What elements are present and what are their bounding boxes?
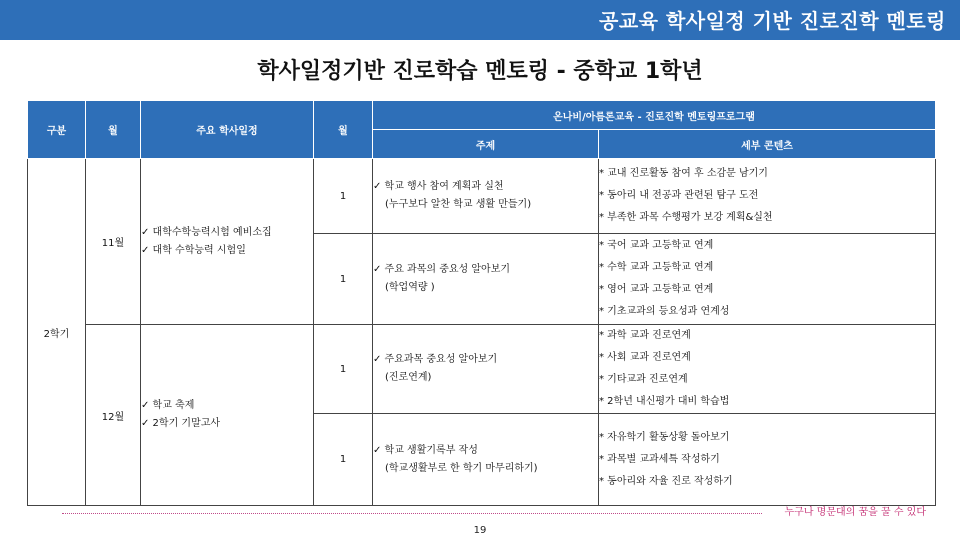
event-item: ✓ 대학 수학능력 시험일 <box>141 244 246 256</box>
event-item: ✓ 2학기 기말고사 <box>141 418 221 429</box>
header-week: 월 <box>314 101 373 159</box>
detail-item: * 기초교과의 등요성과 연계성 <box>599 306 730 317</box>
detail-item: * 수학 교과 고등학교 연계 <box>599 262 714 273</box>
topic-cell <box>373 159 599 234</box>
detail-item: * 교내 진로활동 참여 후 소감문 남기기 <box>599 168 768 179</box>
month-cell: 12월 <box>86 325 141 506</box>
week-cell: 1 <box>314 159 373 234</box>
page-title: 학사일정기반 진로학습 멘토링 - 중학교 1학년 <box>257 59 703 84</box>
detail-item: * 영어 교과 고등학교 연계 <box>599 284 714 295</box>
topic-main: ✓ 학교 행사 참여 계획과 실천 <box>373 181 504 192</box>
details-cell <box>599 234 936 325</box>
detail-item: * 2학년 내신평가 대비 학습법 <box>599 396 730 407</box>
event-item: ✓ 대학수학능력시험 예비소집 <box>141 226 272 238</box>
table-row <box>28 159 936 234</box>
detail-item: * 과목별 교과세특 작성하기 <box>599 453 720 465</box>
detail-item: * 기타교과 진로연계 <box>599 374 688 385</box>
week-cell: 1 <box>314 234 373 325</box>
topic-sub: (학교생활부로 한 학기 마무리하기) <box>385 462 538 474</box>
topic-main: ✓ 주요 과목의 중요성 알아보기 <box>373 264 511 275</box>
topic-main: ✓ 학교 생활기록부 작성 <box>373 444 478 456</box>
header-academic-schedule: 주요 학사일정 <box>141 101 314 159</box>
detail-item: * 동아리와 자율 진로 작성하기 <box>599 475 733 487</box>
detail-item: * 사회 교과 진로연계 <box>599 352 691 363</box>
detail-item: * 자유학기 활동상황 돌아보기 <box>599 431 730 443</box>
page-number: 19 <box>473 525 487 536</box>
header-topic: 주제 <box>373 130 599 159</box>
topic-cell <box>373 414 599 506</box>
events-cell <box>141 159 314 325</box>
header-month: 월 <box>86 101 141 159</box>
detail-item: * 국어 교과 고등학교 연계 <box>599 240 714 251</box>
brand-title: 공교육 학사일정 기반 진로진학 멘토링 <box>599 9 946 33</box>
detail-item: * 동아리 내 전공과 관련된 탐구 도전 <box>599 190 759 201</box>
details-cell <box>599 325 936 414</box>
topic-sub: (학업역량 ) <box>385 282 435 293</box>
topic-cell <box>373 325 599 414</box>
detail-item: * 부족한 과목 수행평가 보강 계획&실천 <box>599 212 773 223</box>
header-program: 온나비/아름론교육 - 진로진학 멘토링프로그램 <box>373 101 936 130</box>
header-details: 세부 콘텐츠 <box>599 130 936 159</box>
header-bar <box>0 0 960 40</box>
month-cell: 11월 <box>86 159 141 325</box>
header-division: 구분 <box>28 101 86 159</box>
events-cell <box>141 325 314 506</box>
event-item: ✓ 학교 축제 <box>141 400 195 411</box>
week-cell: 1 <box>314 414 373 506</box>
details-cell <box>599 414 936 506</box>
footer-divider <box>62 513 762 514</box>
detail-item: * 과학 교과 진로연계 <box>599 330 691 341</box>
topic-sub: (진로연계) <box>385 372 432 383</box>
details-cell <box>599 159 936 234</box>
table-row <box>28 325 936 414</box>
semester-cell: 2학기 <box>28 159 86 506</box>
footer-slogan: 누구나 명문대의 꿈을 꿀 수 있다 <box>784 507 926 518</box>
week-cell: 1 <box>314 325 373 414</box>
topic-cell <box>373 234 599 325</box>
schedule-table <box>27 100 936 506</box>
topic-main: ✓ 주요과목 중요성 알아보기 <box>373 354 498 365</box>
topic-sub: (누구보다 알찬 학교 생활 만들기) <box>385 199 532 210</box>
